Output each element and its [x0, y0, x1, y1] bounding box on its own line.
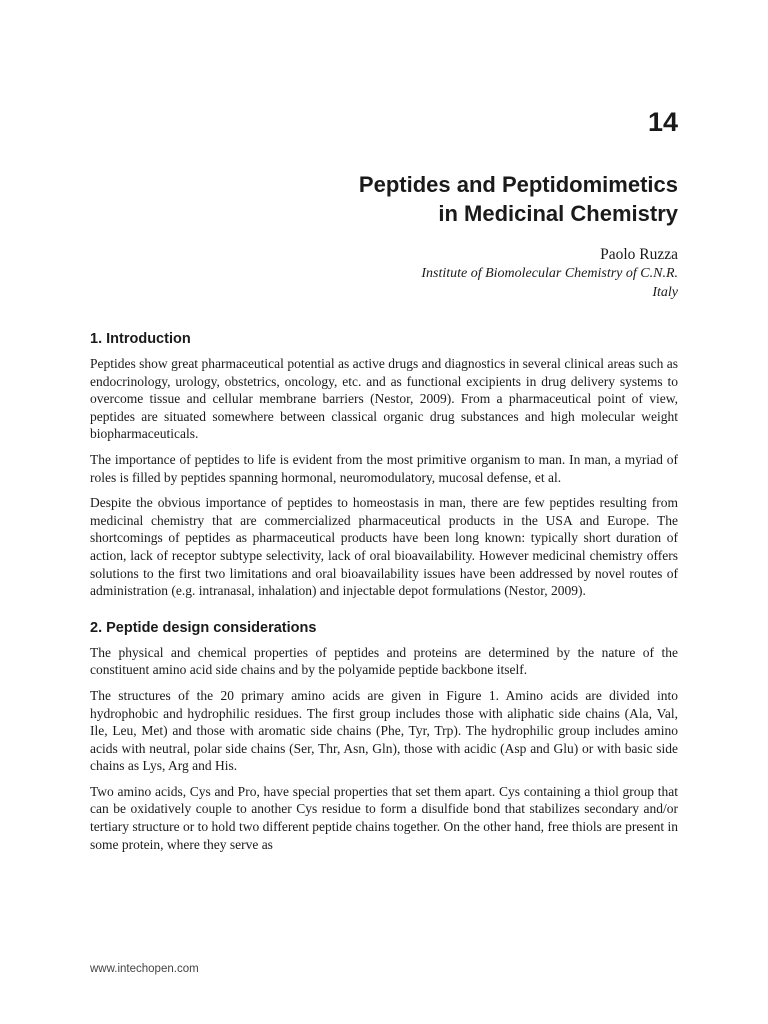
chapter-title-line-2: in Medicinal Chemistry	[438, 201, 678, 226]
chapter-title-line-1: Peptides and Peptidomimetics	[358, 172, 678, 197]
section-heading: 2. Peptide design considerations	[90, 619, 317, 636]
chapter-title	[118, 170, 678, 228]
paragraph: Despite the obvious importance of peptides to homeostasis in man, there are few peptides resulting from medicinal chemistry that are commercialized pharmaceutical products in the USA and Europe. The shortcomings of peptides as pharmaceutical products have been long known: typically short duration of action, lack of receptor subtype selectivity, lack of oral bioavailability. However medicinal chemistry offers solutions to the first two limitations and oral bioavailability issues have been addressed by novel routes of administration (e.g. intranasal, inhalation) and injectable depot formulations (Nestor, 2009).	[90, 495, 678, 599]
footer-url[interactable]: www.intechopen.com	[90, 963, 199, 975]
author-name: Paolo Ruzza	[600, 246, 678, 263]
paragraph: Peptides show great pharmaceutical potential as active drugs and diagnostics in several clinical areas such as endocrinology, urology, obstetrics, oncology, etc. and as functional excipients in drug delivery systems to overcome tissue and cellular membrane barriers (Nestor, 2009). From a pharmaceutical point of view, peptides are situated somewhere between classical organic drug substances and high molecular weight biopharmaceuticals.	[90, 356, 678, 442]
body-text	[90, 329, 678, 861]
author-affiliation	[178, 264, 678, 302]
chapter-number: 14	[647, 107, 678, 137]
paragraph: The physical and chemical properties of peptides and proteins are determined by the nature of the constituent amino acid side chains and by the polyamide peptide backbone itself.	[90, 644, 678, 678]
paragraph: Two amino acids, Cys and Pro, have special properties that set them apart. Cys containing a thiol group that can be oxidatively couple to another Cys residue to form a disulfide bond that stabilizes secondary and/or tertiary structure or to hold two different peptide chains together. On the other hand, free thiols are present in some protein, where they serve as	[90, 783, 678, 852]
section-spacer	[90, 608, 678, 618]
affiliation-country: Italy	[652, 285, 678, 300]
affiliation-institute: Institute of Biomolecular Chemistry of C.N.R.	[421, 266, 678, 281]
section-introduction	[90, 329, 678, 600]
section-heading: 1. Introduction	[90, 331, 191, 347]
paragraph: The importance of peptides to life is evident from the most primitive organism to man. In man, a myriad of roles is filled by peptides spanning hormonal, neuromodulatory, mucosal defense, et al.	[90, 451, 678, 485]
section-peptide-design	[90, 618, 678, 854]
paragraph: The structures of the 20 primary amino acids are given in Figure 1. Amino acids are divided into hydrophobic and hydrophilic residues. The first group includes those with aliphatic side chains (Ala, Val, Ile, Leu, Met) and those with aromatic side chains (Phe, Tyr, Trp). The hydrophilic group includes amino acids with neutral, polar side chains (Ser, Thr, Asn, Gln), those with acidic (Asp and Glu) or with basic side chains as Lys, Arg and His.	[90, 687, 678, 774]
